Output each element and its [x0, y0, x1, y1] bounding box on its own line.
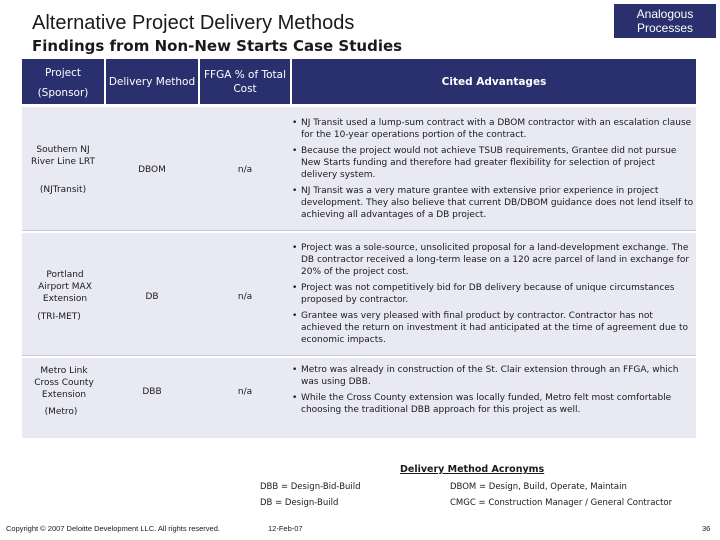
advantage-item: • Grantee was very pleased with final product by contractor. Contractor has not achieved the return on investment it had anticipated at the time of agreement due to economic impacts. [292, 311, 688, 345]
advantage-item: • Project was not competitively bid for DB delivery because of unique circumstances proposed by contractor. [292, 283, 675, 305]
project-name: Southern NJ River Line LRT [31, 145, 95, 167]
project-name: Metro Link Cross County Extension [34, 366, 94, 400]
row-divider [22, 355, 696, 356]
advantage-item: • NJ Transit used a lump-sum contract with a DBOM contractor with an escalation clause for the 10-year operations portion of the contract. [292, 118, 692, 140]
advantage-item: • While the Cross County extension was locally funded, Metro felt most comfortable choosing the traditional DBB approach for this project as well. [292, 393, 672, 415]
page-subtitle: Findings from Non-New Starts Case Studies [32, 37, 403, 55]
cited-advantages [292, 242, 694, 350]
copyright-text: Copyright © 2007 Deloitte Development LLC. All rights reserved. [6, 524, 220, 533]
advantage-item: • Metro was already in construction of the St. Clair extension through an FFGA, which was using DBB. [292, 365, 679, 387]
bullet-icon: • [292, 283, 298, 293]
row-divider [22, 230, 696, 231]
ffga-percent: n/a [237, 292, 253, 302]
acronym-item: CMGC = Construction Manager / General Contractor [450, 498, 673, 508]
bullet-icon: • [292, 186, 298, 196]
advantage-item: • NJ Transit was a very mature grantee with extensive prior experience in project development. They also believe that current DB/DBOM guidance does not lend itself to achieving all advantages of a DB project. [292, 186, 694, 220]
advantage-item: • Project was a sole-source, unsolicited proposal for a land-development exchange. The DB contractor received a long-term lease on a 120 acre parcel of land in exchange for 20% of the project cost. [292, 243, 690, 277]
header-delivery-method: Delivery Method [106, 59, 198, 104]
bullet-icon: • [292, 311, 298, 321]
header-cited-advantages: Cited Advantages [292, 59, 696, 104]
bullet-icon: • [292, 365, 298, 375]
bullet-icon: • [292, 146, 298, 156]
cited-advantages [292, 117, 694, 225]
project-sponsor: (Metro) [44, 407, 78, 417]
header-ffga: FFGA % of Total Cost [200, 59, 290, 104]
acronym-item: DBOM = Design, Build, Operate, Maintain [450, 482, 627, 492]
delivery-method: DBB [142, 387, 162, 397]
ffga-percent: n/a [237, 165, 253, 175]
advantage-item: • Because the project would not achieve TSUB requirements, Grantee did not pursue New Starts funding and therefore had greater flexibility for selection of project delivery system. [292, 146, 677, 180]
cited-advantages [292, 364, 694, 420]
header-project-label: Project [45, 67, 81, 79]
header-sponsor-label: (Sponsor) [37, 87, 89, 99]
footer-date: 12-Feb-07 [268, 524, 303, 533]
header-project [22, 59, 104, 104]
ffga-percent: n/a [237, 387, 253, 397]
bullet-icon: • [292, 118, 298, 128]
project-sponsor: (NJTransit) [39, 185, 87, 195]
acronyms-title: Delivery Method Acronyms [400, 464, 545, 475]
project-sponsor: (TRI-MET) [37, 312, 81, 322]
bullet-icon: • [292, 393, 298, 403]
page-number: 36 [702, 524, 711, 533]
analogous-processes-badge: Analogous Processes [614, 4, 716, 38]
delivery-method: DBOM [138, 165, 166, 175]
bullet-icon: • [292, 243, 298, 253]
project-name: Portland Airport MAX Extension [38, 270, 92, 304]
acronym-item: DB = Design-Build [260, 498, 339, 508]
delivery-method: DB [145, 292, 159, 302]
page-title: Alternative Project Delivery Methods [32, 12, 355, 34]
acronym-item: DBB = Design-Bid-Build [260, 482, 361, 492]
